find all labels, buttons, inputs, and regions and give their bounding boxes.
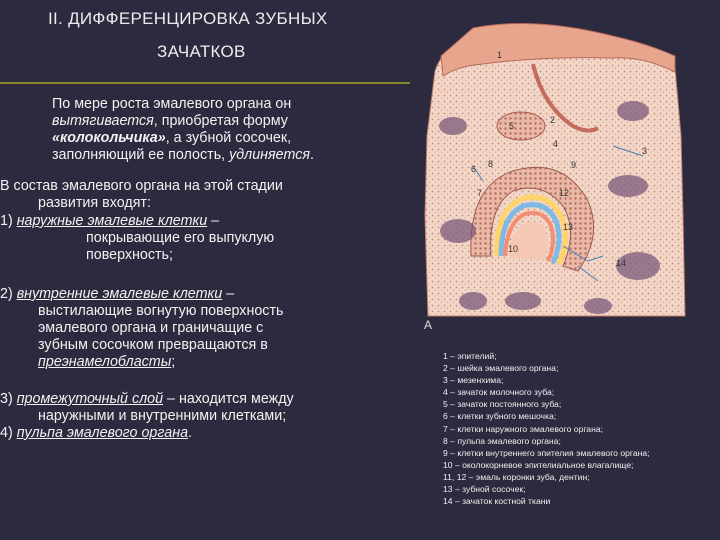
svg-text:3: 3	[642, 146, 648, 156]
list-item-4	[0, 425, 400, 442]
title-divider	[0, 82, 410, 84]
list-item-2	[0, 286, 400, 371]
legend-item: 8 – пульпа эмалевого органа;	[443, 435, 561, 446]
legend-item: 1 – эпителий;	[443, 351, 497, 361]
paragraph-composition	[0, 178, 400, 212]
item-number: 1)	[0, 213, 17, 229]
legend-item: 7 – клетки наружного эмалевого органа;	[443, 423, 603, 434]
svg-text:2: 2	[550, 115, 556, 125]
slide-title-line2: ЗАЧАТКОВ	[157, 42, 246, 61]
text-line: наружными и внутренними клетками;	[38, 408, 287, 424]
legend-item: 2 – шейка эмалевого органа;	[443, 363, 559, 374]
list-item-1	[0, 213, 400, 264]
svg-text:7: 7	[477, 188, 483, 198]
svg-text:4: 4	[553, 139, 559, 149]
legend-item: 11, 12 – эмаль коронки зуба, дентин;	[443, 471, 590, 482]
legend-item: 10 – околокорневое эпителиальное влагалище;	[443, 459, 634, 470]
svg-text:14: 14	[616, 258, 627, 268]
text: , а зубной сосочек,	[165, 130, 292, 146]
text-line: поверхность;	[86, 247, 173, 263]
text-line: В состав эмалевого органа на этой стадии	[0, 178, 283, 194]
term-lengthens: удлиняется	[229, 147, 310, 163]
legend-item: 4 – зачаток молочного зуба;	[443, 387, 555, 398]
svg-text:10: 10	[508, 244, 519, 254]
text: .	[188, 425, 193, 441]
slide-body	[0, 96, 400, 442]
paragraph-intro	[0, 96, 357, 164]
svg-text:12: 12	[559, 188, 570, 198]
svg-text:9: 9	[571, 160, 577, 170]
legend-item: 9 – клетки внутреннего эпителия эмалевого органа;	[443, 447, 650, 458]
text: .	[310, 147, 314, 163]
text: –	[222, 286, 235, 302]
svg-text:1: 1	[497, 50, 503, 60]
term-outer-cells: наружные эмалевые клетки	[16, 213, 208, 229]
figure-legend	[443, 350, 650, 507]
item-number: 2)	[0, 286, 17, 302]
svg-text:8: 8	[488, 159, 494, 169]
spacer	[0, 371, 400, 391]
legend-item: 6 – клетки зубного мешочка;	[443, 411, 557, 422]
svg-text:13: 13	[563, 222, 574, 232]
slide-title-line1: II. ДИФФЕРЕНЦИРОВКА ЗУБНЫХ	[48, 9, 328, 28]
text: –	[207, 213, 220, 229]
figure-letter: А	[424, 318, 433, 332]
text: заполняющий ее полость,	[52, 147, 230, 163]
text: – находится между	[163, 391, 294, 407]
legend-item: 13 – зубной сосочек;	[443, 484, 526, 495]
spacer	[0, 264, 400, 286]
term-inner-cells: внутренние эмалевые клетки	[16, 286, 223, 302]
list-item-3	[0, 391, 400, 425]
text-line: покрывающие его выпуклую	[86, 230, 275, 246]
term-bell: «колокольчика»	[52, 130, 166, 146]
text-line: развития входят:	[38, 195, 151, 211]
text: , приобретая форму	[153, 113, 288, 129]
tooth-germ-illustration	[413, 16, 688, 338]
term-intermediate-layer: промежуточный слой	[16, 391, 164, 407]
text-line: эмалевого органа и граничащие с	[38, 320, 264, 336]
text-line: выстилающие вогнутую поверхность	[38, 303, 284, 319]
term-elongates: вытягивается	[52, 113, 154, 129]
text: По мере роста эмалевого органа он	[52, 96, 292, 112]
text-line: зубным сосочком превращаются в	[38, 337, 268, 353]
svg-text:5: 5	[509, 121, 515, 131]
svg-text:6: 6	[471, 164, 477, 174]
legend-item: 3 – мезенхима;	[443, 375, 504, 386]
term-preenameloblasts: преэнамелобласты	[38, 354, 172, 370]
legend-item: 5 – зачаток постоянного зуба;	[443, 399, 562, 410]
item-number: 4)	[0, 425, 17, 441]
text: ;	[171, 354, 176, 370]
item-number: 3)	[0, 391, 17, 407]
term-pulp: пульпа эмалевого органа	[16, 425, 189, 441]
legend-item: 14 – зачаток костной ткани	[443, 496, 551, 507]
